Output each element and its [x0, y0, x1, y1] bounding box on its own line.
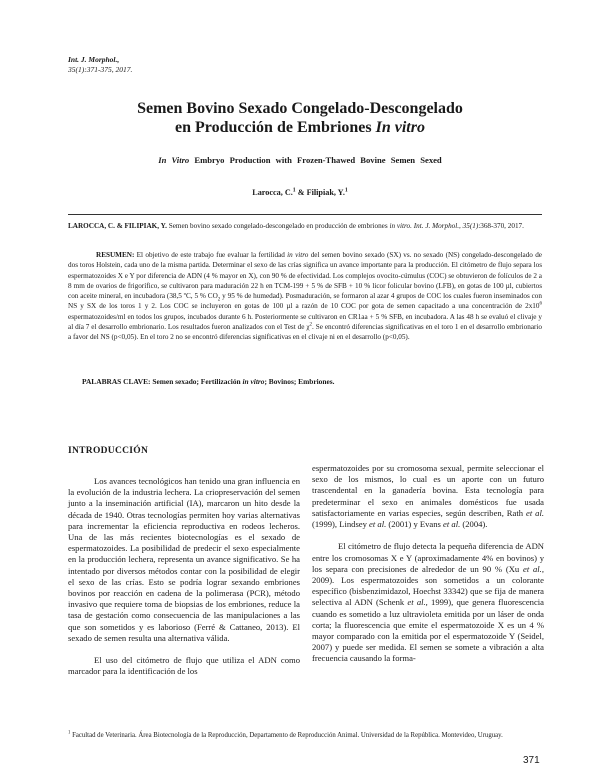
author-2: & Filipiak, Y.: [295, 188, 345, 197]
right-p1-etal-1: et al.: [526, 507, 544, 518]
right-p1-etal-2: et al.: [369, 519, 387, 530]
journal-reference: [68, 55, 132, 75]
abstract-text-5: . Se encontró diferencias significativas en el toro 1 en el desarrollo embrionario a favor del NS (p<0,05). En el toro 2 no se encontró diferencias significativas en el clivaje ni en el desarrollo (p<0,05).: [68, 323, 542, 342]
abstract-sup-2: 2: [309, 322, 313, 328]
citation-italic: in vitro. Int. J. Morphol.,: [389, 222, 461, 230]
right-paragraph-2: [312, 541, 544, 664]
author-2-affiliation: 1: [344, 187, 348, 194]
abstract-sup-6: 6: [539, 302, 542, 308]
citation-text: Semen bovino sexado congelado-descongelado en producción de embriones: [166, 222, 390, 230]
right-p1-b: (1999), Lindsey: [312, 519, 370, 530]
abstract: [68, 250, 542, 343]
page-number: 371: [523, 755, 540, 766]
right-p1-c: (2001) y Evans: [386, 519, 444, 530]
right-p1-a: espermatozoides por su cromosoma sexual, permite seleccionar el sexo de los mismos, lo cual es un aporte con un futuro trascendental en la ganadería bovina. Esta tecnología para predeterminar el sexo en animales domésticos fue usada satisfactoriamente en varias especies, según describen, Rath: [312, 463, 544, 518]
author-1: Larocca, C.: [252, 188, 293, 197]
right-paragraph-1: [312, 463, 544, 530]
english-title-italic: In Vitro: [158, 155, 190, 165]
abstract-text-4: espermatozoides/ml en todos los grupos, incubados durante 6 h. Posteriormente se cultivaron en CR1aa + 5 % SFB, en incubadora. A las 48 h se evaluó el clivaje y al día 7 el desarrollo embrionario. Los resultados fueron analizados con el Test de χ: [68, 312, 542, 332]
english-title: [60, 155, 540, 165]
title-line-1: Semen Bovino Sexado Congelado-Descongelado: [137, 100, 463, 117]
abstract-text-1: El objetivo de este trabajo fue evaluar la fertilidad: [134, 251, 288, 259]
left-paragraph-2: El uso del citómetro de flujo que utiliza el ADN como marcador para la identificación de los: [68, 655, 300, 677]
right-p2-a: El citómetro de flujo detecta la pequeña diferencia de ADN entre los cromosomas X e Y (aproximadamente 4% en bovinos) y los separa con precisiones de alrededor de un 90 % (Xu: [312, 541, 544, 574]
title-line-2: [60, 118, 540, 137]
paper-title: [60, 99, 540, 137]
keywords-label: PALABRAS CLAVE:: [82, 377, 151, 386]
abstract-label: RESUMEN:: [96, 251, 135, 259]
abstract-sub: 2: [217, 297, 221, 303]
abstract-italic: in vitro: [287, 251, 309, 259]
left-paragraph-1: Los avances tecnológicos han tenido una gran influencia en la evolución de la industria lechera. La criopreservación del semen junto a la inseminación artificial (IA), marcaron un hito desde la década de 1940. Otras tecnologías permiten hoy varias alternativas para incrementar la eficiencia reproductiva en rodeos lecheros. Una de las más recientes biotecnologías es el sexado de espermatozoides. La posibilidad de predecir el sexo especialmente en la producción lechera, representa un avance significativo. Se ha intentado por diversos métodos contar con la posibilidad de elegir el sexo de las crías. Esto se podría lograr sexando embriones bovinos por reacción en cadena de la polimerasa (PCR), método invasivo que requiere toma de biopsias de los embriones, reduce la tasa de gestación como consecuencia de las manipulaciones a las que son sometidos y es laborioso (Ferré & Cattaneo, 2013). El sexado de semen resulta una alternativa válida.: [68, 476, 300, 643]
footnote-text: Facultad de Veterinaria. Área Biotecnología de la Reproducción, Departamento de Reproducción Animal. Universidad de la República. Montevideo, Uruguay.: [70, 732, 503, 739]
english-title-text: Embryo Production with Frozen-Thawed Bovine Semen Sexed: [189, 155, 442, 165]
keywords-italic: in vitro: [242, 377, 265, 386]
keywords: [82, 377, 542, 386]
right-column: [312, 463, 544, 665]
journal-pages: 35(1):371-375, 2017.: [68, 65, 133, 74]
citation-volume: 35(1): [462, 222, 479, 230]
footnote: [68, 731, 508, 740]
title-line-2-text: en Producción de Embriones: [175, 119, 376, 136]
left-column: [68, 476, 300, 678]
keywords-text-1: Semen sexado; Fertilización: [150, 377, 243, 386]
right-p2-etal-1: et al.: [523, 563, 542, 574]
right-p2-b: , 2009). Los espermatozoides son sometidos a un colorante específico (bisbenzimidazol, Hoechst 33342) que se fija de manera selectiva al ADN (Schenk: [312, 563, 544, 608]
abstract-text-2: del semen bovino sexado (SX) vs. no sexado (NS) congelado-descongelado de dos toros Holstein, cada uno de la misma partida. Determinar el sexo de las crías significa un avance importante para la producción. El citómetro de flujo separa los espermatozoides X e Y por diferencia de ADN (4 % mayor en X), con 90 % de efectividad. Los complejos ovocito-cúmulus (COC) se obtuvieron de folículos de 2 a 8 mm de ovarios de frigorífico, se cultivaron para maduración 22 h en TCM-199 + 5 % de SFB + 10 % licor folicular bovino (LFB), en gotas de 100 µl, cubiertos con aceite mineral, en incubadora (38,5 ºC, 5 % CO: [68, 251, 542, 301]
author-1-affiliation: 1: [292, 187, 296, 194]
citation-pages: :368-370, 2017.: [478, 222, 524, 230]
authors: [60, 188, 540, 197]
right-p2-c: , 1999), que genera fluorescencia cuando es sometido a luz ultravioleta emitida por un láser de onda corta; la fluorescencia que emite el espermatozoide X es un 4 % mayor comparado con la emitida por el espermatozoide Y (Seidel, 2007) y puede ser medida. El semen se somete a vibración a alta frecuencia causando la forma-: [312, 597, 544, 664]
citation: [68, 221, 542, 231]
right-p1-d: (2004).: [460, 519, 488, 530]
citation-authors: LAROCCA, C. & FILIPIAK, Y.: [68, 222, 167, 230]
journal-name: Int. J. Morphol.,: [68, 55, 120, 64]
right-p1-etal-3: et al.: [443, 519, 461, 530]
footnote-marker: 1: [68, 730, 71, 736]
abstract-text-3: y 95 % de humedad). Posmaduración, se formaron al azar 4 grupos de COC los cuales fueron inseminados con NS y SX de los toros 1 y 2. Los COC se incluyeron en gotas de 100 µl a razón de 10 COC por gota de semen capacitado a una concentración de 2x10: [68, 292, 542, 311]
header-divider: [68, 214, 542, 215]
section-heading: INTRODUCCIÓN: [68, 446, 149, 456]
right-p2-etal-2: et al.: [407, 597, 426, 608]
title-line-2-italic: In vitro: [375, 119, 425, 136]
keywords-text-2: ; Bovinos; Embriones.: [264, 377, 335, 386]
